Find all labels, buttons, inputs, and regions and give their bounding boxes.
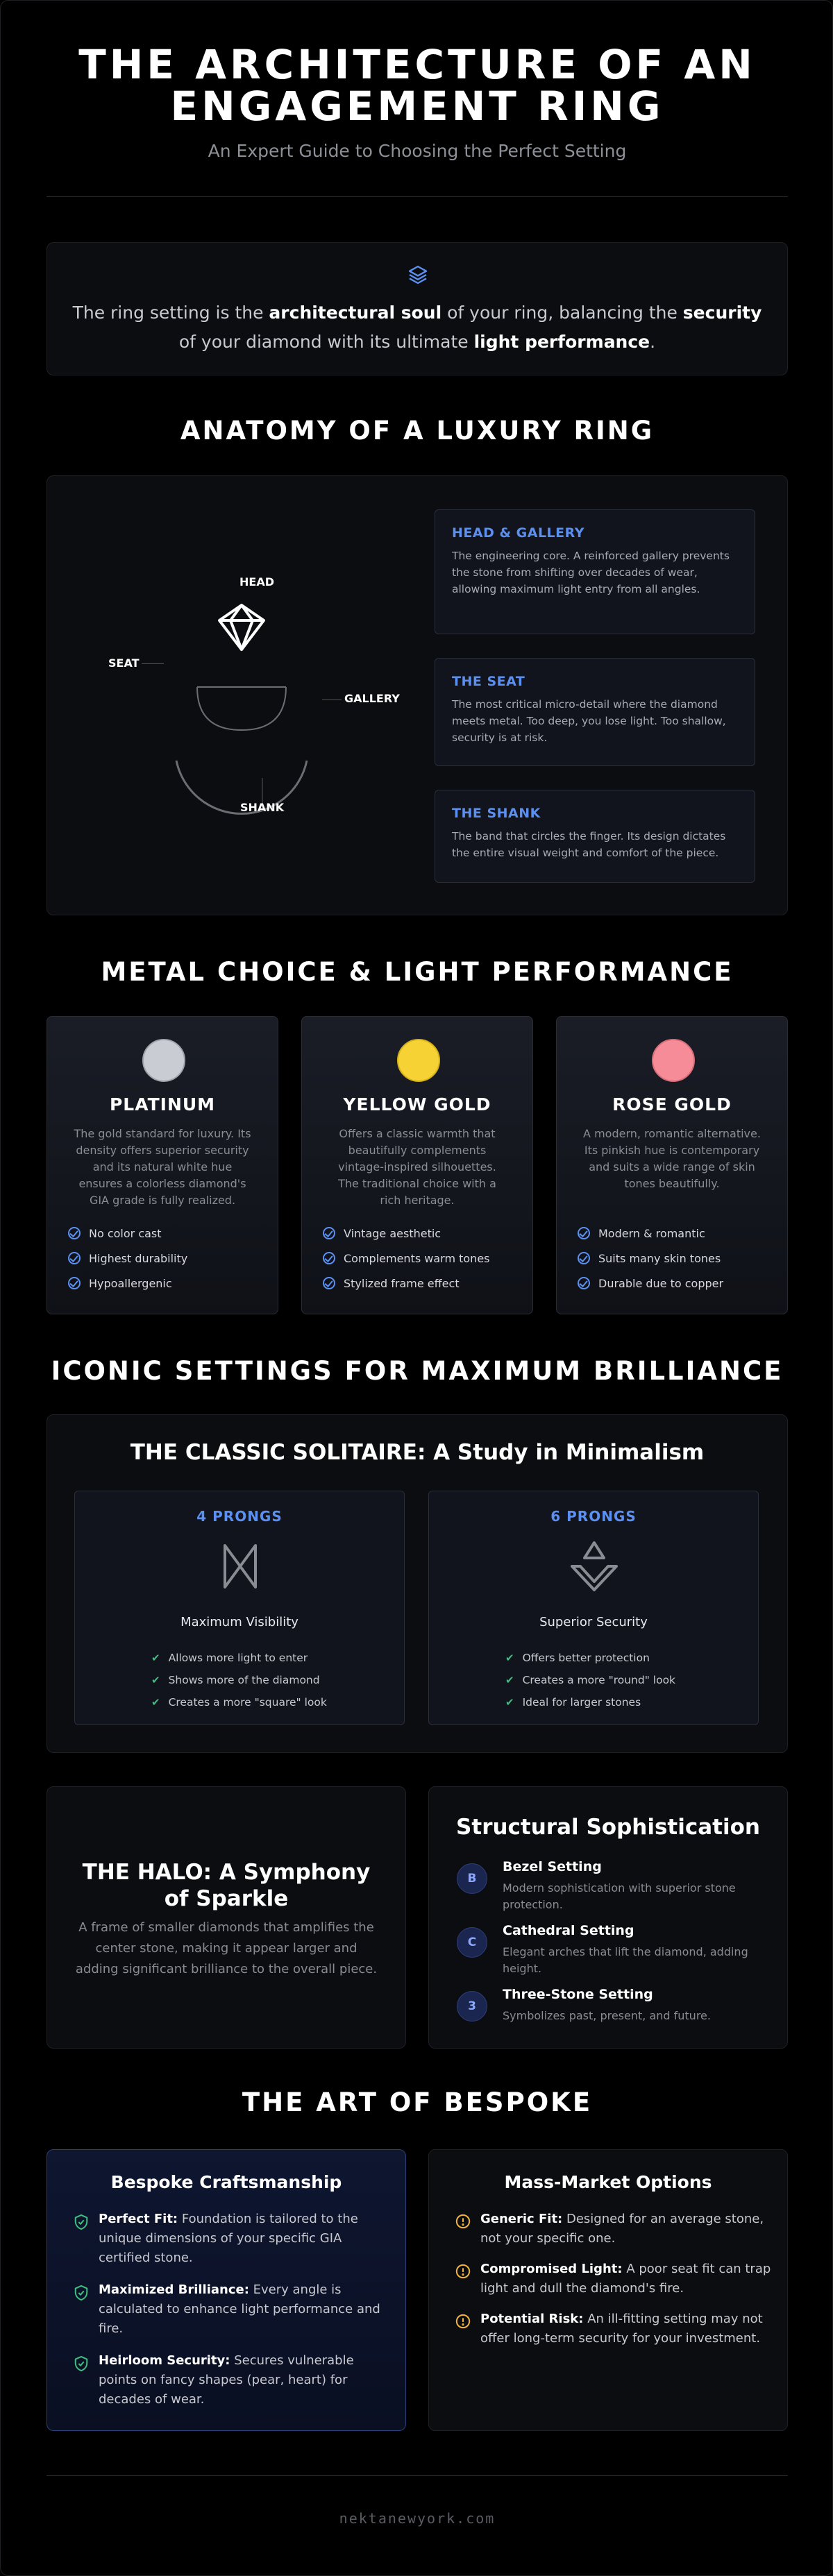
alert-circle-icon (455, 2214, 471, 2229)
item-text: Symbolizes past, present, and future. (503, 2009, 711, 2022)
alert-circle-icon (455, 2314, 471, 2329)
bespoke-title: THE ART OF BESPOKE (242, 2087, 593, 2117)
check-icon: ✔ (151, 1696, 160, 1709)
metal-points (68, 1221, 187, 1296)
structural-title: Structural Sophistication (456, 1815, 760, 1840)
check-circle-icon (68, 1227, 81, 1239)
label-head: HEAD (239, 575, 274, 588)
badge: B (457, 1863, 487, 1894)
six-prong-icon (566, 1539, 622, 1594)
structural-card (428, 1786, 788, 2049)
info-text: The engineering core. A reinforced gallery prevents the stone from shifting over decades of wear, allowing maximum light entry from all angles. (452, 550, 730, 595)
metal-points (323, 1221, 490, 1296)
anatomy-card (47, 475, 788, 915)
metal-name: ROSE GOLD (612, 1094, 732, 1115)
label-seat: SEAT (108, 656, 140, 670)
metal-desc: The gold standard for luxury. Its density offers superior security and its natural white hue ensures a colorless diamond's GIA grade is fully realized. (74, 1127, 251, 1207)
halo-card (47, 1786, 406, 2049)
check-icon: ✔ (505, 1652, 514, 1664)
label-gallery: GALLERY (344, 692, 400, 705)
check-circle-icon (578, 1252, 590, 1264)
halo-title: THE HALO: A Symphony of Sparkle (82, 1860, 371, 1911)
info-title: THE SHANK (452, 806, 541, 821)
intro-card (47, 242, 788, 375)
solitaire-title: THE CLASSIC SOLITAIRE: A Study in Minimalism (130, 1440, 705, 1465)
check-circle-icon (578, 1277, 590, 1289)
anatomy-title: ANATOMY OF A LUXURY RING (180, 416, 655, 446)
metal-card-rose-gold (556, 1016, 788, 1314)
metals-title: METAL CHOICE & LIGHT PERFORMANCE (101, 957, 734, 987)
prong-points (151, 1647, 327, 1713)
metal-name: PLATINUM (109, 1094, 216, 1115)
shield-check-icon (74, 2355, 89, 2372)
metal-name: YELLOW GOLD (343, 1094, 491, 1115)
metal-card-yellow-gold (301, 1016, 533, 1314)
shield-check-icon (74, 2285, 89, 2301)
list-item: Hypoallergenic (68, 1271, 187, 1296)
metal-swatch (397, 1039, 440, 1082)
prong-subtitle: Maximum Visibility (180, 1615, 298, 1629)
divider (47, 2475, 788, 2476)
metal-swatch (652, 1039, 695, 1082)
list-item: Durable due to copper (578, 1271, 723, 1296)
check-circle-icon (68, 1252, 81, 1264)
prong-subtitle: Superior Security (539, 1615, 648, 1629)
diamond-icon (219, 605, 264, 650)
list-item: ✔ Creates a more "round" look (505, 1674, 676, 1686)
metal-desc: A modern, romantic alternative. Its pinkish hue is contemporary and suits a wide range of skin tones beautifully. (583, 1127, 761, 1190)
list-item: Complements warm tones (323, 1246, 490, 1271)
halo-text: A frame of smaller diamonds that amplifies the center stone, making it appear larger and adding significant brilliance to the overall piece. (75, 1920, 378, 1976)
info-shank (435, 790, 755, 883)
check-circle-icon (68, 1277, 81, 1289)
check-circle-icon (323, 1252, 335, 1264)
list-item: Stylized frame effect (323, 1271, 490, 1296)
check-circle-icon (323, 1277, 335, 1289)
mass-market-title: Mass-Market Options (504, 2172, 712, 2192)
item-text: Modern sophistication with superior stone protection. (503, 1881, 736, 1911)
list-item: Highest durability (68, 1246, 187, 1271)
intro-text: The ring setting is the architectural soul of your ring, balancing the security of your diamond with its ultimate light performance. (72, 303, 762, 352)
item-title: Three-Stone Setting (503, 1987, 653, 2002)
divider (47, 196, 788, 197)
page-subtitle: An Expert Guide to Choosing the Perfect Setting (208, 141, 627, 161)
metal-points (578, 1221, 723, 1296)
settings-title: ICONIC SETTINGS FOR MAXIMUM BRILLIANCE (51, 1356, 784, 1386)
item-title: Cathedral Setting (503, 1923, 634, 1938)
mass-market-card: Mass-Market Options Generic Fit: Designed for an average stone, not your specific one. Compromised Light: A poor seat fit can trap light and dull the diamond's fire. Potential Risk: An ill-fitting setting may not offer long-term security for your investment. (428, 2149, 788, 2431)
list-item: ✔ Shows more of the diamond (151, 1674, 320, 1686)
info-title: THE SEAT (452, 674, 525, 689)
list-item: ✔ Offers better protection (505, 1652, 650, 1664)
four-prong-icon (212, 1539, 268, 1594)
list-item: Suits many skin tones (578, 1246, 723, 1271)
check-icon: ✔ (151, 1674, 160, 1686)
badge: 3 (457, 1991, 487, 2022)
page-title: THE ARCHITECTURE OF AN ENGAGEMENT RING (78, 41, 756, 130)
metal-desc: Offers a classic warmth that beautifully complements vintage-inspired silhouettes. The traditional choice with a rich heritage. (338, 1127, 496, 1207)
list-item: ✔ Ideal for larger stones (505, 1696, 641, 1709)
prong-title: 6 PRONGS (550, 1508, 637, 1525)
badge: C (457, 1927, 487, 1958)
alert-circle-icon (455, 2264, 471, 2279)
bespoke-card: Bespoke Craftsmanship Perfect Fit: Foundation is tailored to the unique dimensions of your specific GIA certified stone. Maximized Brilliance: Every angle is calculated to enhance light performance and fire. Heirloom Security: Secures vulnerable points on fancy shapes (pear, heart) for decades of wear. (47, 2149, 406, 2431)
item-title: Bezel Setting (503, 1859, 602, 1874)
check-circle-icon (323, 1227, 335, 1239)
prong-title: 4 PRONGS (196, 1508, 283, 1525)
prong-card-6 (428, 1491, 759, 1725)
bespoke-card-title: Bespoke Craftsmanship (110, 2172, 342, 2192)
info-head-gallery (435, 509, 755, 634)
info-text: The band that circles the finger. Its design dictates the entire visual weight and comfort of the piece. (452, 830, 726, 859)
info-text: The most critical micro-detail where the diamond meets metal. Too deep, you lose light. Too shallow, security is at risk. (452, 698, 726, 744)
item-text: Elegant arches that lift the diamond, adding height. (503, 1945, 748, 1975)
footer-link[interactable]: nektanewyork.com (339, 2510, 496, 2527)
list-item: ✔ Allows more light to enter (151, 1652, 308, 1664)
info-seat (435, 658, 755, 766)
prong-card-4 (74, 1491, 405, 1725)
list-item: ✔ Creates a more "square" look (151, 1696, 327, 1709)
leader-line (142, 663, 164, 664)
list-item: Vintage aesthetic (323, 1221, 490, 1246)
info-title: HEAD & GALLERY (452, 525, 584, 541)
shield-check-icon (74, 2214, 89, 2230)
gallery-arc (197, 687, 286, 730)
metal-swatch (142, 1039, 185, 1082)
metal-card-platinum (47, 1016, 278, 1314)
layers-icon (407, 264, 429, 286)
list-item: No color cast (68, 1221, 187, 1246)
check-icon: ✔ (505, 1674, 514, 1686)
prong-points (505, 1647, 675, 1713)
check-circle-icon (578, 1227, 590, 1239)
check-icon: ✔ (151, 1652, 160, 1664)
label-shank: SHANK (240, 801, 285, 814)
list-item: Modern & romantic (578, 1221, 723, 1246)
check-icon: ✔ (505, 1696, 514, 1709)
